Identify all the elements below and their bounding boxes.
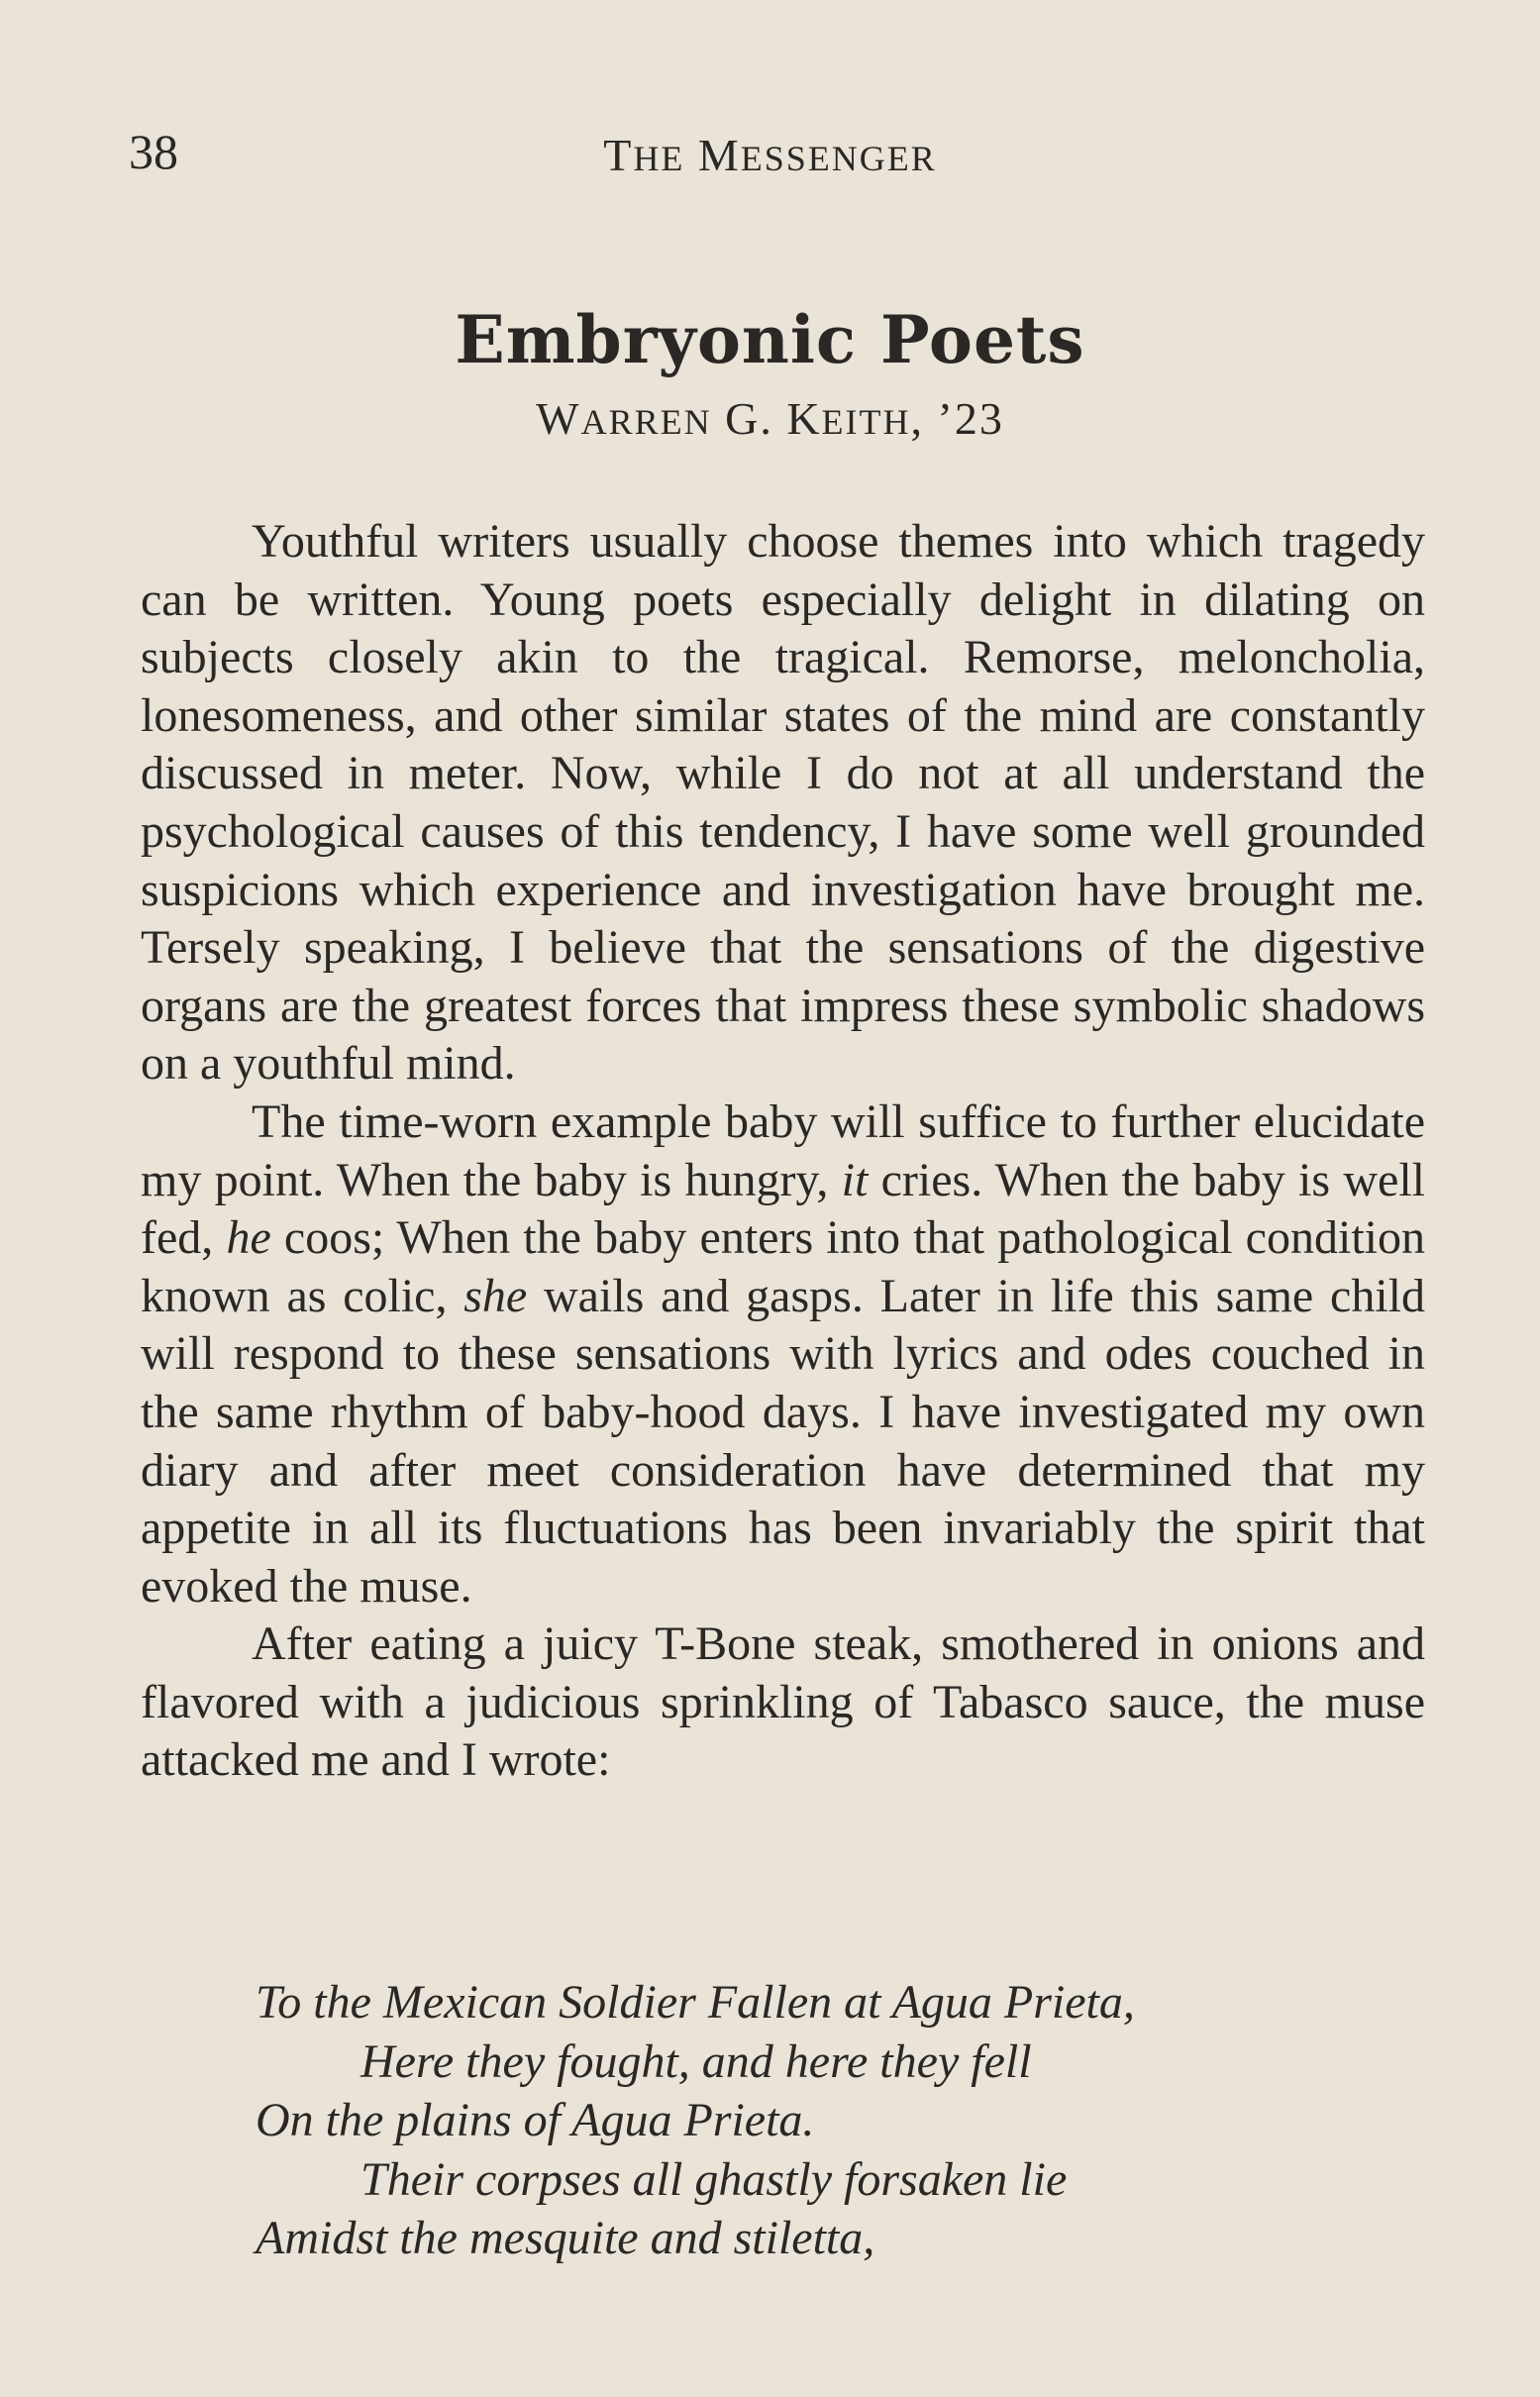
poem bbox=[256, 1973, 1424, 2268]
paragraph-2 bbox=[141, 1094, 1425, 1615]
paragraph-3-text: After eating a juicy T-Bone steak, smothered in onions and flavored with a judicious sprinkling of Tabasco sauce, the muse attacked me and I wrote: bbox=[141, 1617, 1425, 1787]
paragraph-3 bbox=[141, 1615, 1425, 1790]
poem-line: Here they fought, and here they fell bbox=[360, 2034, 1032, 2088]
italic-she: she bbox=[463, 1269, 528, 1322]
page-number: 38 bbox=[129, 124, 178, 179]
poem-line: To the Mexican Soldier Fallen at Agua Prieta, bbox=[256, 1976, 1135, 2029]
paragraph-2-text-a: The time-worn example baby will suffice to further elucidate my point. When the baby is hungry, bbox=[141, 1094, 1425, 1206]
article-title: Embryonic Poets bbox=[455, 301, 1085, 378]
paragraph-2-text-c: coos; When the baby enters into that pathological condition known as colic, bbox=[141, 1211, 1425, 1322]
poem-line: Amidst the mesquite and stiletta, bbox=[256, 2212, 875, 2264]
running-head-text: THE MESSENGER bbox=[603, 130, 937, 180]
paragraph-2-text-d: wails and gasps. Later in life this same child will respond to these sensations with lyrics and odes couched in the same rhythm of baby-hood days. I have investigated my own diary and after meet consideration have determined that my appetite in all its fluctuations has been invariably the spirit that evoked the muse. bbox=[141, 1269, 1425, 1613]
article-body bbox=[141, 513, 1425, 1790]
poem-line: On the plains of Agua Prieta. bbox=[256, 2094, 815, 2146]
italic-it: it bbox=[841, 1153, 869, 1206]
article-author bbox=[0, 393, 1540, 444]
running-head bbox=[0, 130, 1540, 180]
italic-he: he bbox=[226, 1211, 271, 1265]
author-name: WARREN G. KEITH, ’23 bbox=[536, 393, 1004, 444]
paragraph-2-text-b: cries. When the baby is well fed, bbox=[141, 1153, 1426, 1265]
paragraph-1 bbox=[141, 513, 1425, 1094]
paragraph-1-text: Youthful writers usually choose themes into which tragedy can be written. Young poets especially delight in dilating on subjects closely akin to the tragical. Remorse, meloncholia, lonesomeness, and other similar states of the mind are constantly discussed in meter. Now, while I do not at all understand the psychological causes of this tendency, I have some well grounded suspicions which experience and investigation have brought me. Tersely speaking, I believe that the sensations of the digestive organs are the greatest forces that impress these symbolic shadows on a youthful mind. bbox=[141, 515, 1425, 1091]
poem-line: Their corpses all ghastly forsaken lie bbox=[360, 2152, 1068, 2206]
